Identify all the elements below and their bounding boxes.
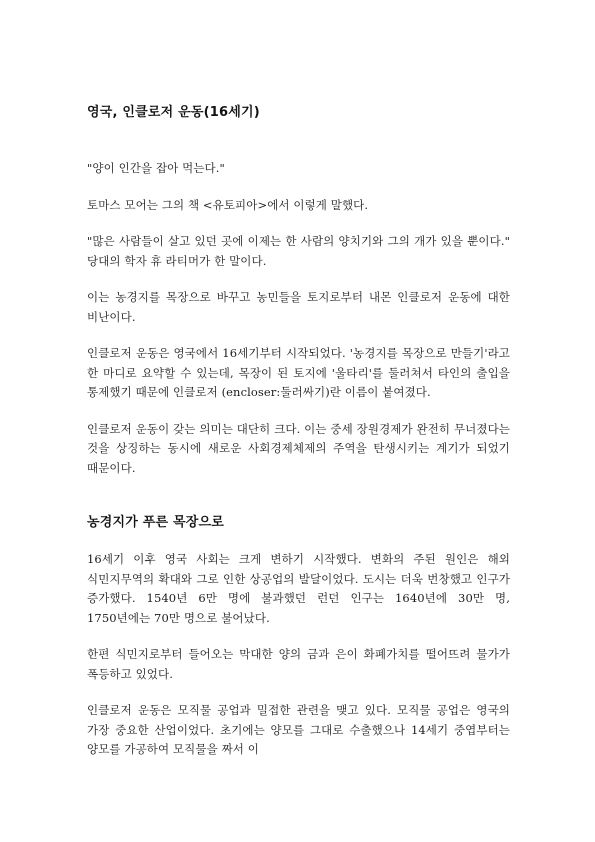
section-heading-enclosure-movement: 영국, 인클로저 운동(16세기) — [87, 105, 260, 120]
paragraph-latimer-quote: "많은 사람들이 살고 있던 곳에 이제는 한 사람의 양치기와 그의 개가 있을 뿐이다." 당대의 학자 휴 라티머가 한 말이다. — [87, 234, 510, 268]
paragraph-significance: 인클로저 운동이 갖는 의미는 대단히 크다. 이는 중세 장원경제가 완전히 무너졌다는 것을 상징하는 동시에 새로운 사회경제체제의 주역을 탄생시키는 계기가 되었기 때문이다. — [87, 421, 510, 475]
paragraph-social-change: 16세기 이후 영국 사회는 크게 변하기 시작했다. 변화의 주된 원인은 해외 식민지무역의 확대와 그로 인한 상공업의 발달이었다. 도시는 더욱 번창했고 인구가 증가했다. 1540년 6만 명에 불과했던 런던 인구는 1640년에 30만 명, 1750년에는 70만 명으로 불어났다. — [87, 552, 510, 625]
section-heading-farmland-to-pasture: 농경지가 푸른 목장으로 — [87, 515, 225, 530]
paragraph-origin: 인클로저 운동은 영국에서 16세기부터 시작되었다. '농경지를 목장으로 만들기'라고 한 마디로 요약할 수 있는데, 목장이 된 토지에 '울타리'를 둘러쳐서 타인의 출입을 통제했기 때문에 인클로저 (encloser:둘러싸기)란 이름이 붙여졌다. — [87, 346, 510, 399]
paragraph-inflation: 한편 식민지로부터 들어오는 막대한 양의 금과 은이 화폐가치를 떨어뜨려 물가가 폭등하고 있었다. — [87, 647, 510, 681]
paragraph-wool-industry: 인클로저 운동은 모직물 공업과 밀접한 관련을 맺고 있다. 모직물 공업은 영국의 가장 중요한 산업이었다. 초기에는 양모를 그대로 수출했으나 14세기 중엽부터는 양모를 가공하여 모직물을 짜서 이 — [87, 703, 510, 756]
document-body — [87, 104, 510, 760]
paragraph-criticism: 이는 농경지를 목장으로 바꾸고 농민들을 토지로부터 내몬 인클로저 운동에 대한 비난이다. — [87, 290, 510, 324]
paragraph-thomas-more: 토마스 모어는 그의 책 <유토피아>에서 이렇게 말했다. — [87, 197, 369, 212]
paragraph-quote: "양이 인간을 잡아 먹는다." — [87, 161, 225, 175]
